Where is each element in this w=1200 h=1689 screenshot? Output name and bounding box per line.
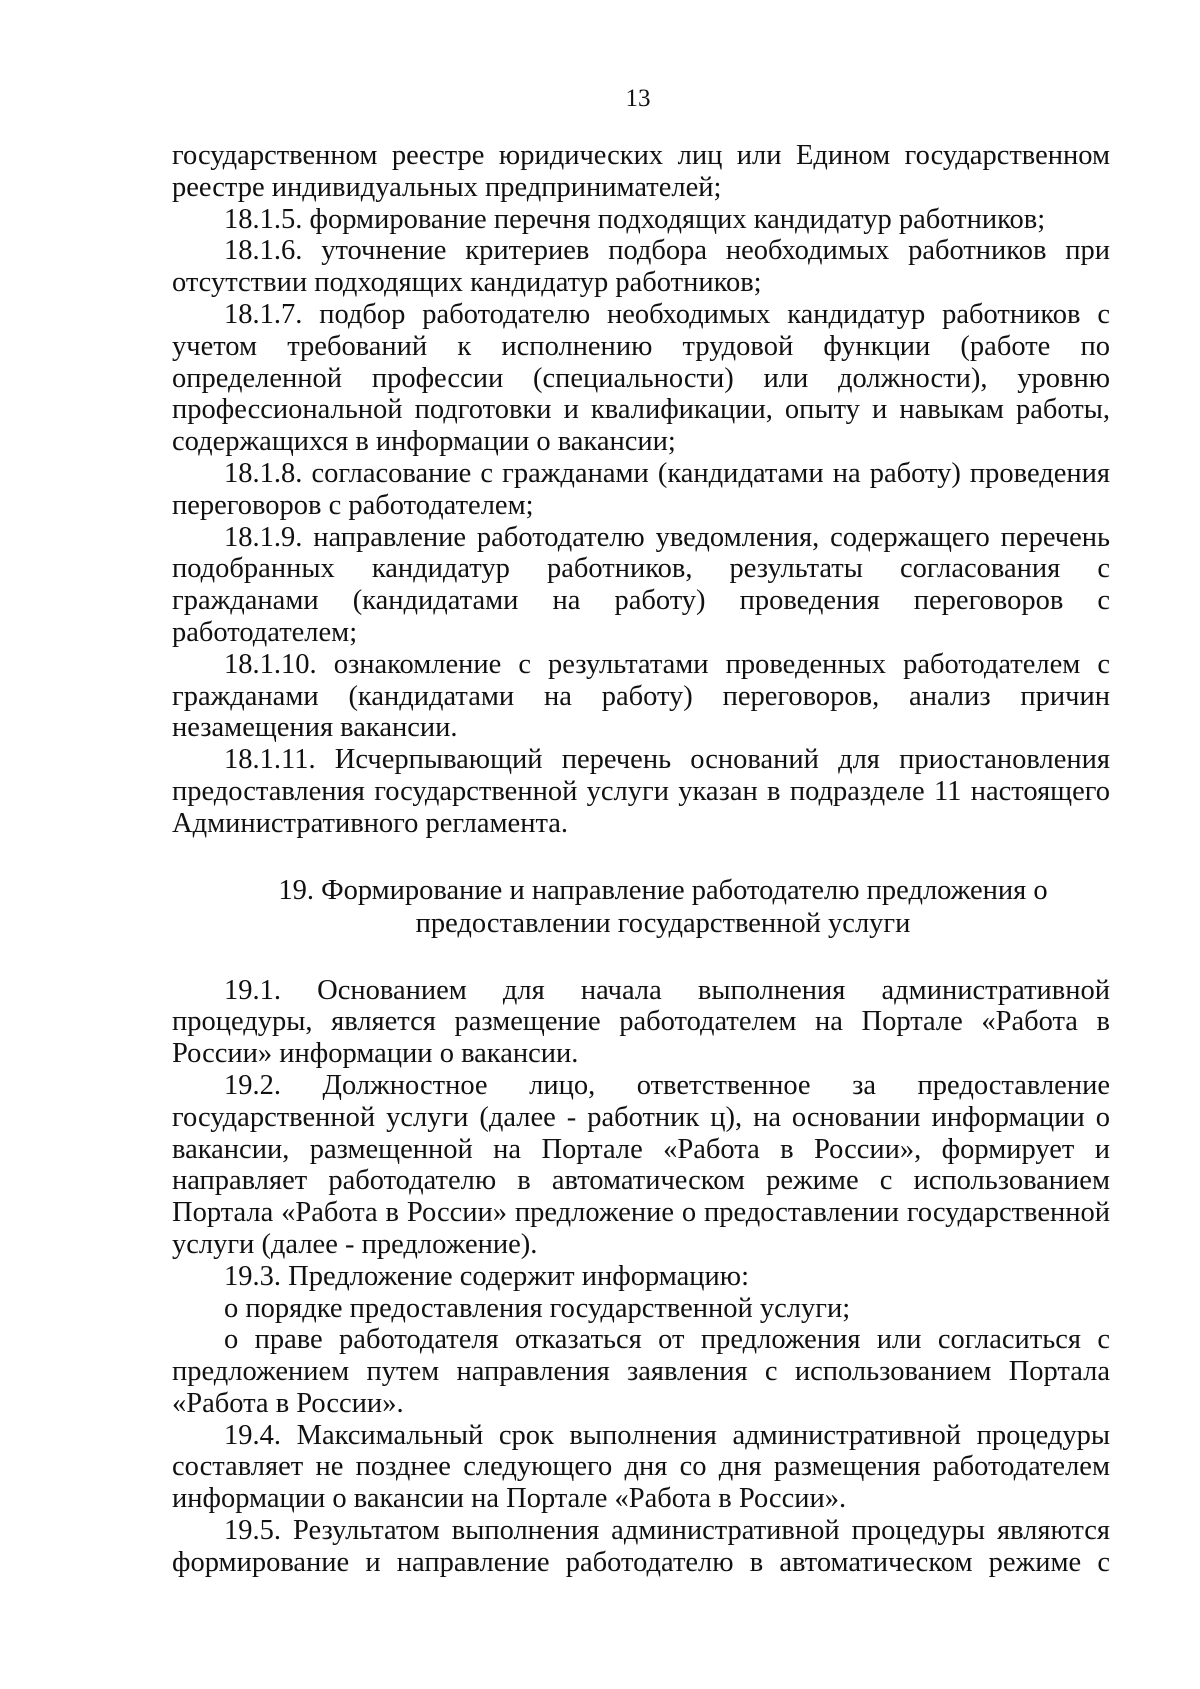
section-18-paragraphs (172, 140, 1110, 840)
paragraph-19-1: 19.1. Основанием для начала выполнения административной процедуры, является размещение работодателем на Портале «Работа в России» информации о вакансии. (172, 974, 1110, 1070)
paragraph-18-1-9: 18.1.9. направление работодателю уведомления, содержащего перечень подобранных кандидатур работников, результаты согласования с гражданами (кандидатами на работу) проведения переговоров с работодателем; (172, 521, 1110, 648)
paragraph-19-4: 19.4. Максимальный срок выполнения административной процедуры составляет не позднее следующего дня со дня размещения работодателем информации о вакансии на Портале «Работа в России». (172, 1419, 1110, 1515)
paragraph-19-3-b: о праве работодателя отказаться от предложения или согласиться с предложением путем направления заявления с использованием Портала «Работа в России». (172, 1324, 1110, 1419)
paragraph-continuation: государственном реестре юридических лиц или Едином государственном реестре индивидуальных предпринимателей; (172, 140, 1110, 203)
paragraph-18-1-10: 18.1.10. ознакомление с результатами проведенных работодателем с гражданами (кандидатами на работу) переговоров, анализ причин незамещения вакансии. (172, 648, 1110, 744)
section-heading-line-2: предоставлении государственной услуги (415, 907, 911, 939)
paragraph-19-3: 19.3. Предложение содержит информацию: (224, 1260, 749, 1292)
document-body (172, 140, 1110, 1579)
paragraph-19-3-a: о порядке предоставления государственной услуги; (224, 1292, 851, 1324)
section-heading (172, 874, 1110, 940)
paragraph-18-1-7: 18.1.7. подбор работодателю необходимых кандидатур работников с учетом требований к исполнению трудовой функции (работе по определенной профессии (специальности) или должности), уровню профессиональной подготовки и квалификации, опыту и навыкам работы, содержащихся в информации о вакансии; (172, 298, 1110, 458)
paragraph-18-1-6: 18.1.6. уточнение критериев подбора необходимых работников при отсутствии подходящих кандидатур работников; (172, 235, 1110, 299)
paragraph-18-1-11: 18.1.11. Исчерпывающий перечень оснований для приостановления предоставления государственной услуги указан в подразделе 11 настоящего Административного регламента. (172, 744, 1110, 839)
paragraph-19-2: 19.2. Должностное лицо, ответственное за предоставление государственной услуги (далее - работник ц), на основании информации о вакансии, размещенной на Портале «Работа в России», формирует и направляет работодателю в автоматическом режиме с использованием Портала «Работа в России» предложение о предоставлении государственной услуги (далее - предложение). (172, 1069, 1110, 1260)
paragraph-18-1-8: 18.1.8. согласование с гражданами (кандидатами на работу) проведения переговоров с работодателем; (172, 457, 1110, 521)
paragraph-19-5: 19.5. Результатом выполнения административной процедуры являются формирование и направление работодателю в автоматическом режиме с (172, 1515, 1110, 1578)
paragraph-18-1-5: 18.1.5. формирование перечня подходящих кандидатур работников; (224, 203, 1046, 235)
page-number: 13 (625, 85, 651, 112)
section-19-paragraphs (172, 975, 1110, 1579)
section-heading-line-1: 19. Формирование и направление работодателю предложения о (278, 874, 1048, 906)
